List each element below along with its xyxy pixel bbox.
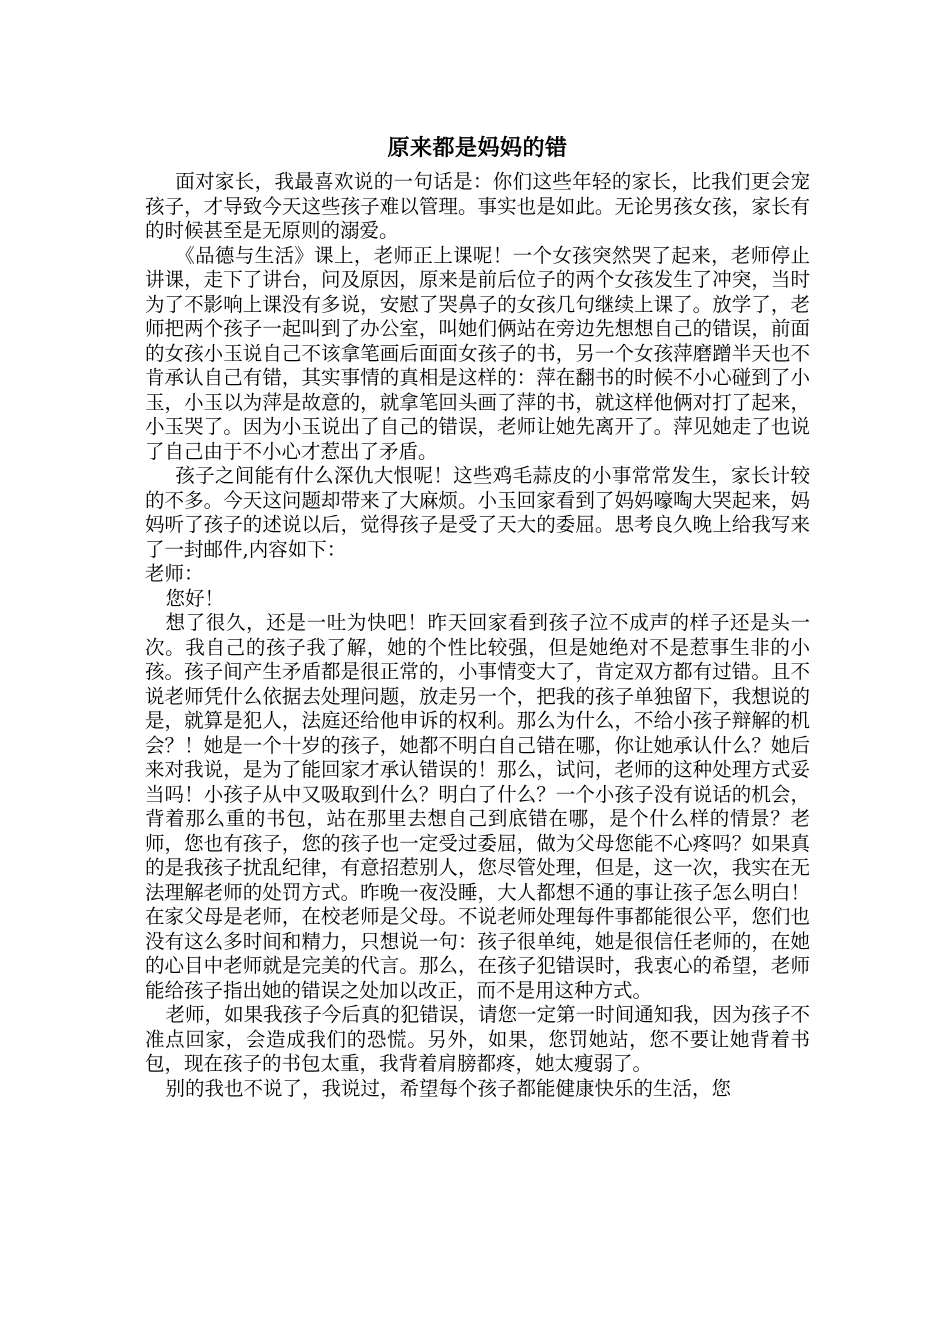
- letter-greeting: 您好！: [165, 586, 224, 610]
- paragraph-mother-email: 孩子之间能有什么深仇大恨呢！这些鸡毛蒜皮的小事常常发生，家长计较的不多。今天这问题却带来了大麻烦。小玉回家看到了妈妈嚎啕大哭起来，妈妈听了孩子的述说以后，觉得孩子是受了天大的委屈。思考良久晚上给我写来了一封邮件,内容如下：: [145, 464, 810, 561]
- document-title: 原来都是妈妈的错: [387, 135, 568, 161]
- letter-body: 想了很久，还是一吐为快吧！昨天回家看到孩子泣不成声的样子还是头一次。我自己的孩子我了解，她的个性比较强，但是她绝对不是惹事生非的小孩。孩子间产生矛盾都是很正常的，小事情变大了，肯定双方都有过错。且不说老师凭什么依据去处理问题，放走另一个，把我的孩子单独留下，我想说的是，就算是犯人，法庭还给他申诉的权利。那么为什么，不给小孩子辩解的机会？！她是一个十岁的孩子，她都不明白自己错在哪，你让她承认什么？她后来对我说，是为了能回家才承认错误的！那么，试问，老师的这种处理方式妥当吗！小孩子从中又吸取到什么？明白了什么？一个小孩子没有说话的机会，背着那么重的书包，站在那里去想自己到底错在哪，是个什么样的情景？老师，您也有孩子，您的孩子也一定受过委屈，做为父母您能不心疼吗？如果真的是我孩子扰乱纪律，有意招惹别人，您尽管处理，但是，这一次，我实在无法理解老师的处罚方式。昨晚一夜没睡，大人都想不通的事让孩子怎么明白！在家父母是老师，在校老师是父母。不说老师处理每件事都能很公平，您们也没有这么多时间和精力，只想说一句：孩子很单纯，她是很信任老师的，在她的心目中老师就是完美的代言。那么，在孩子犯错误时，我衷心的希望，老师能给孩子指出她的错误之处加以改正，而不是用这种方式。: [145, 611, 810, 1002]
- paragraph-incident: 《品德与生活》课上，老师正上课呢！一个女孩突然哭了起来，老师停止讲课，走下了讲台，问及原因，原来是前后位子的两个女孩发生了冲突，当时为了不影响上课没有多说，安慰了哭鼻子的女孩几句继续上课了。放学了，老师把两个孩子一起叫到了办公室，叫她们俩站在旁边先想想自己的错误，前面的女孩小玉说自己不该拿笔画后面面女孩子的书，另一个女孩萍磨蹭半天也不肯承认自己有错，其实事情的真相是这样的：萍在翻书的时候不小心碰到了小玉，小玉以为萍是故意的，就拿笔回头画了萍的书，就这样他俩对打了起来，小玉哭了。因为小玉说出了自己的错误，老师让她先离开了。萍见她走了也说了自己由于不小心才惹出了矛盾。: [145, 243, 810, 463]
- paragraph-intro: 面对家长，我最喜欢说的一句话是：你们这些年轻的家长，比我们更会宠孩子，才导致今天这些孩子难以管理。事实也是如此。无论男孩女孩，家长有的时候甚至是无原则的溺爱。: [145, 170, 810, 242]
- letter-request: 老师，如果我孩子今后真的犯错误，请您一定第一时间通知我，因为孩子不准点回家，会造成我们的恐慌。另外，如果，您罚她站，您不要让她背着书包，现在孩子的书包太重，我背着肩膀都疼，她太瘦弱了。: [145, 1003, 810, 1075]
- document-body: [145, 132, 810, 1101]
- letter-closing: 别的我也不说了，我说过，希望每个孩子都能健康快乐的生活，您: [165, 1076, 731, 1100]
- letter-salutation: 老师：: [145, 562, 204, 585]
